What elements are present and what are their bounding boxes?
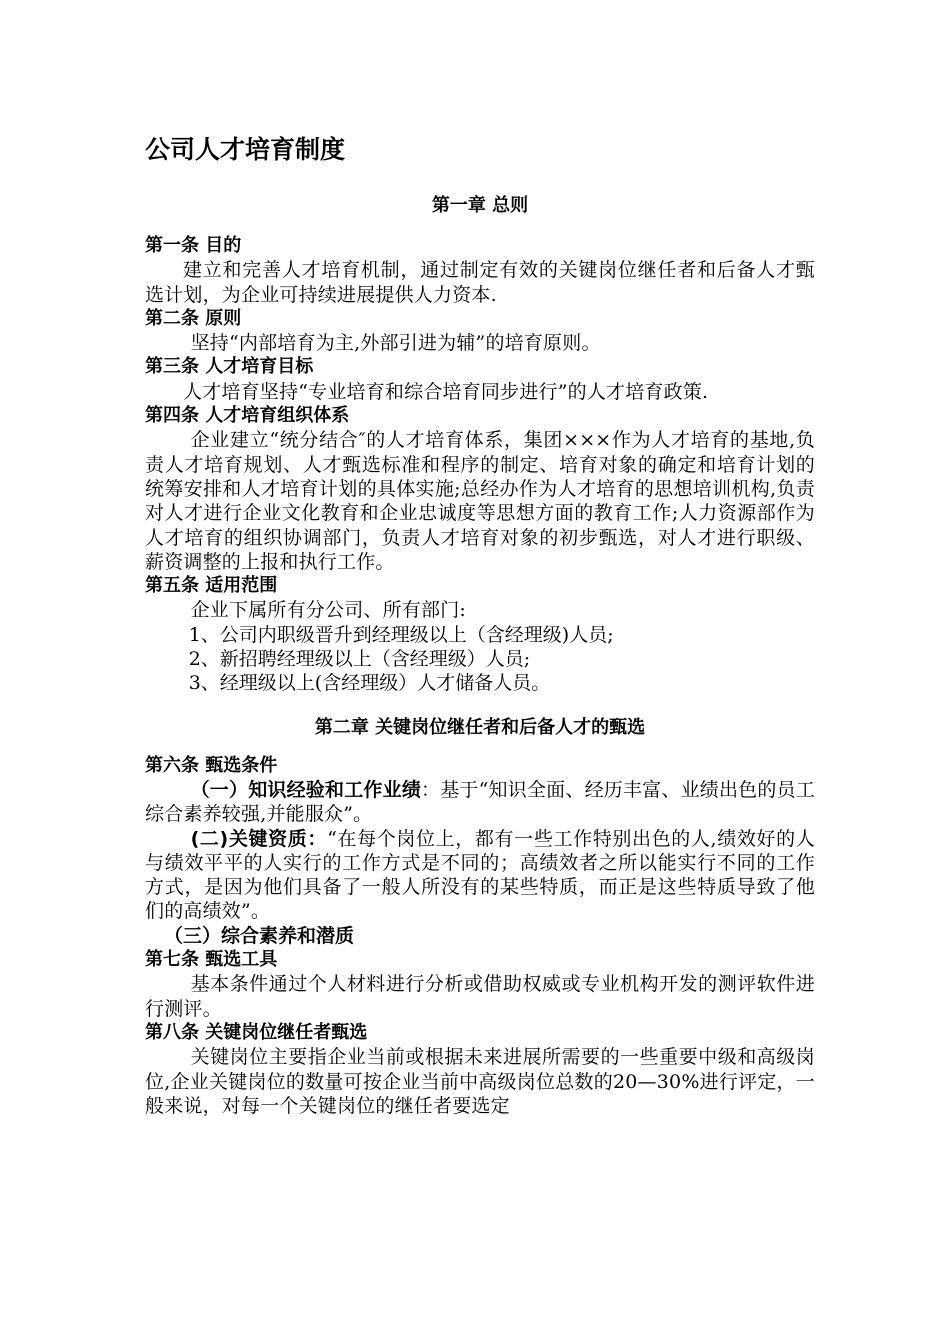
article-2-heading: 第二条 原则 [145, 307, 242, 329]
chapter-1-heading: 第一章 总则 [431, 195, 529, 216]
article-4-heading: 第四条 人才培育组织体系 [145, 405, 350, 427]
article-6-item-2-text: “在每个岗位上，都有一些工作特别出色的人,绩效好的人与绩效平平的人实行的工作方式是不同的；高绩效者之所以能实行不同的工作方式，是因为他们具备了一般人所没有的某些特质，而正是这些特质导致了他们的高绩效”。 [145, 827, 815, 923]
article-6-paragraph-1 [145, 778, 815, 827]
article-7-text: 基本条件通过个人材料进行分析或借助权威或专业机构开发的测评软件进行测评。 [145, 973, 815, 1020]
article-6-heading: 第六条 甄选条件 [145, 754, 278, 776]
document-title: 公司人才培育制度 [145, 135, 346, 164]
article-1-text: 建立和完善人才培育机制，通过制定有效的关键岗位继任者和后备人才甄选计划，为企业可持续进展提供人力资本. [145, 259, 815, 306]
article-6-item-1-text: ：基于“知识全面、经历丰富、业绩出色的员工综合素养较强,并能服众”。 [145, 778, 815, 826]
article-2-text: 坚持“内部培育为主,外部引进为辅”的培育原则。 [190, 332, 601, 355]
article-3-text: 人才培育坚持“专业培育和综合培育同步进行”的人才培育政策. [183, 380, 709, 403]
article-6-item-1-label: （一）知识经验和工作业绩 [190, 778, 422, 801]
chapter-2-heading: 第二章 关键岗位继任者和后备人才的甄选 [314, 716, 646, 738]
list-item: 2、新招聘经理级以上（含经理级）人员; [188, 648, 531, 671]
article-6-paragraph-2 [145, 827, 815, 924]
article-1-heading: 第一条 目的 [145, 235, 242, 256]
article-6-item-2-label: (二)关键资质： [190, 827, 328, 850]
article-7-heading: 第七条 甄选工具 [145, 949, 278, 971]
list-item: 1、公司内职级晋升到经理级以上（含经理级)人员; [188, 623, 614, 646]
article-5-intro: 企业下属所有分公司、所有部门: [190, 599, 466, 622]
article-5-heading: 第五条 适用范围 [145, 575, 278, 597]
article-8-heading: 第八条 关键岗位继任者甄选 [145, 1021, 368, 1043]
document-page [145, 130, 815, 1118]
article-6-item-3-label: （三）综合素养和潜质 [164, 924, 355, 947]
article-3-heading: 第三条 人才培育目标 [145, 356, 314, 378]
list-item: 3、经理级以上(含经理级）人才储备人员。 [188, 672, 551, 695]
article-8-text: 关键岗位主要指企业当前或根据未来进展所需要的一些重要中级和高级岗位,企业关键岗位的数量可按企业当前中高级岗位总数的20—30%进行评定，一般来说，对每一个关键岗位的继任者要选定 [145, 1046, 815, 1117]
article-4-text: 企业建立“统分结合″的人才培育体系，集团×××作为人才培育的基地,负责人才培育规划、人才甄选标准和程序的制定、培育对象的确定和培育计划的统筹安排和人才培育计划的具体实施;总经办作为人才培育的思想培训机构,负责对人才进行企业文化教育和企业忠诚度等思想方面的教育工作;人力资源部作为人才培育的组织协调部门，负责人才培育对象的初步甄选，对人才进行职级、薪资调整的上报和执行工作。 [145, 429, 815, 573]
